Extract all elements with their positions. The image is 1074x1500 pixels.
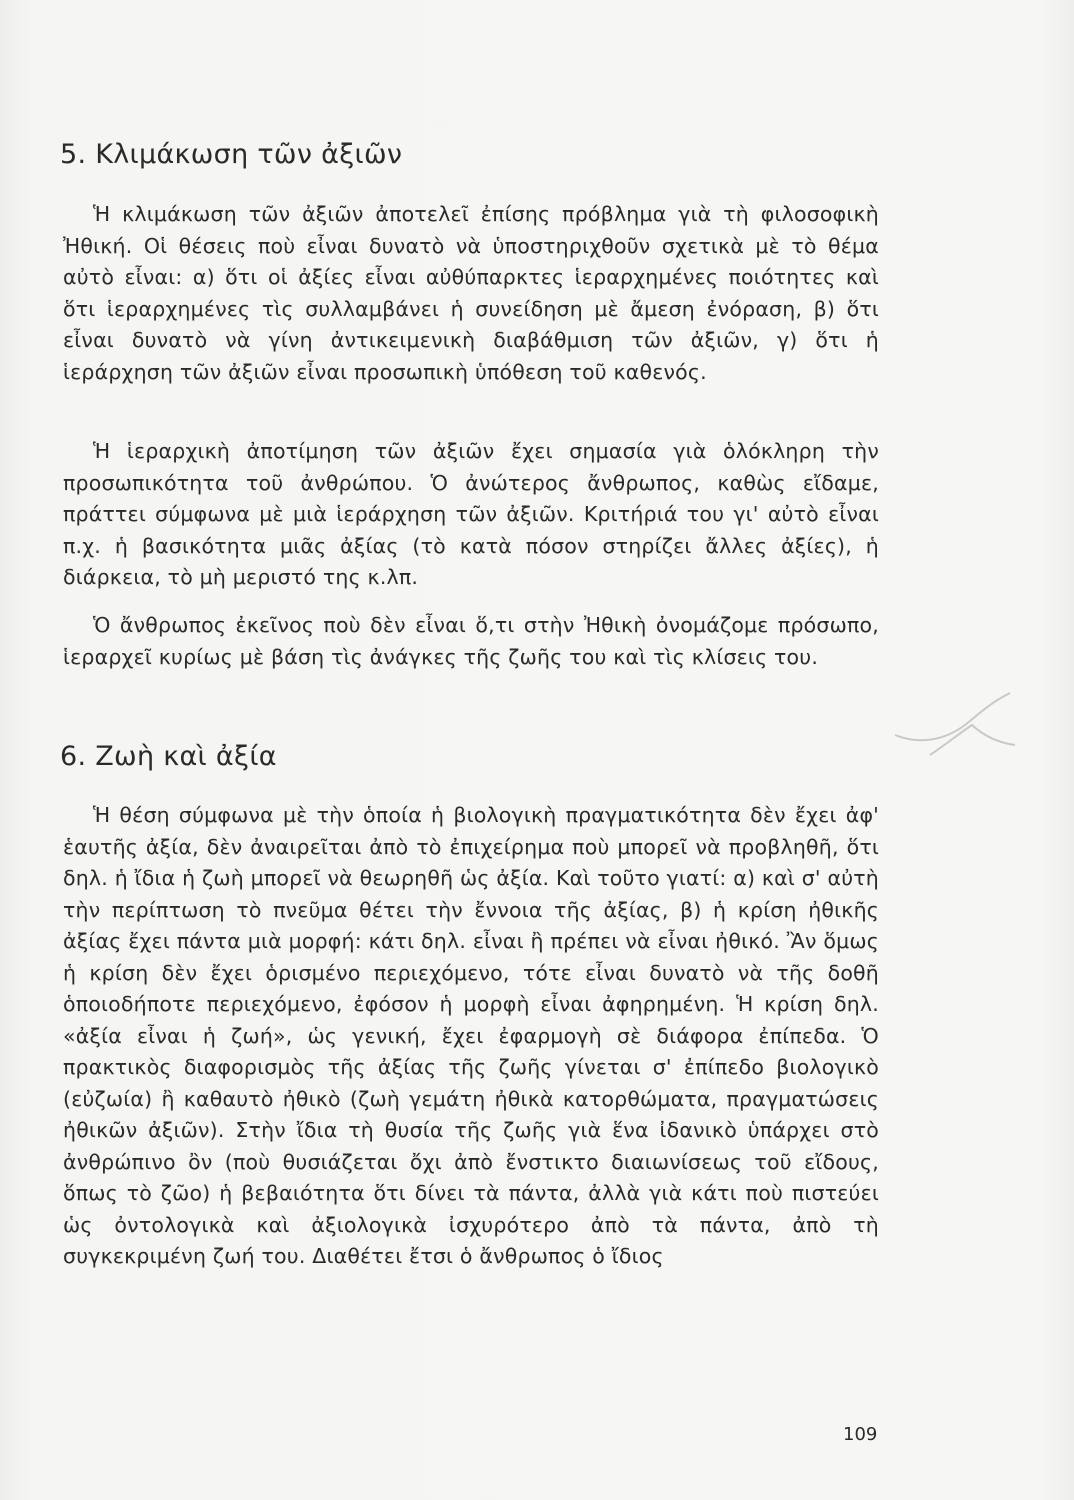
paragraph: Ἡ θέση σύμφωνα μὲ τὴν ὁποία ἡ βιολογικὴ πραγματικότητα δὲν ἔχει ἀφ' ἑαυτῆς ἀξία, δὲν ἀναιρεῖται ἀπὸ τὸ ἐπιχείρημα ποὺ μπορεῖ νὰ προβληθῆ, ὅτι δηλ. ἡ ἴδια ἡ ζωὴ μπορεῖ νὰ θεωρηθῆ ὡς ἀξία. Καὶ τοῦτο γιατί: α) καὶ σ' αὐτὴ τὴν περίπτωση τὸ πνεῦμα θέτει τὴν ἔννοια τῆς ἀξίας, β) ἡ κρίση ἠθικῆς ἀξίας ἔχει πάντα μιὰ μορφή: κάτι δηλ. εἶναι ἢ πρέπει νὰ εἶναι ἠθικό. Ἂν ὅμως ἡ κρίση δὲν ἔχει ὁρισμένο περιεχόμενο, τότε εἶναι δυνατὸ νὰ τῆς δοθῆ ὁποιοδήποτε περιεχόμενο, ἐφόσον ἡ μορφὴ εἶναι ἀφηρημένη. Ἡ κρίση δηλ. «ἀξία εἶναι ἡ ζωή», ὡς γενική, ἔχει ἐφαρμογὴ σὲ διάφορα ἐπίπεδα. Ὁ πρακτικὸς διαφορισμὸς τῆς ἀξίας τῆς ζωῆς γίνεται σ' ἐπίπεδο βιολογικὸ (εὐζωία) ἢ καθαυτὸ ἠθικὸ (ζωὴ γεμάτη ἠθικὰ κατορθώματα, πραγματώσεις ἠθικῶν ἀξιῶν). Στὴν ἴδια τὴ θυσία τῆς ζωῆς γιὰ ἕνα ἰδανικὸ ὑπάρχει στὸ ἀνθρώπινο ὂν (ποὺ θυσιάζεται ὄχι ἀπὸ ἔνστικτο διαιωνίσεως τοῦ εἴδους, ὅπως τὸ ζῶο) ἡ βεβαιότητα ὅτι δίνει τὰ πάντα, ἀλλὰ γιὰ κάτι ποὺ πιστεύει ὡς ὀντολογικὰ καὶ ἀξιολογικὰ ἰσχυρότερο ἀπὸ τὰ πάντα, ἀπὸ τὴ συγκεκριμένη ζωή του. Διαθέτει ἔτσι ὁ ἄνθρωπος ὁ ἴδιος bbox=[63, 803, 879, 1268]
pencil-mark-icon bbox=[890, 685, 1020, 765]
paragraph: Ἡ ἱεραρχικὴ ἀποτίμηση τῶν ἀξιῶν ἔχει σημασία γιὰ ὁλόκληρη τὴν προσωπικότητα τοῦ ἀνθρώπου. Ὁ ἀνώτερος ἄνθρωπος, καθὼς εἴδαμε, πράττει σύμφωνα μὲ μιὰ ἱεράρχηση τῶν ἀξιῶν. Κριτήριά του γι' αὐτὸ εἶναι π.χ. ἡ βασικότητα μιᾶς ἀξίας (τὸ κατὰ πόσον στηρίζει ἄλλες ἀξίες), ἡ διάρκεια, τὸ μὴ μεριστό της κ.λπ. bbox=[63, 439, 879, 589]
section-heading-6: 6. Ζωὴ καὶ ἀξία bbox=[60, 741, 277, 772]
paragraph: Ἡ κλιμάκωση τῶν ἀξιῶν ἀποτελεῖ ἐπίσης πρόβλημα γιὰ τὴ φιλοσοφικὴ Ἠθική. Οἱ θέσεις ποὺ εἶναι δυνατὸ νὰ ὑποστηριχθοῦν σχετικὰ μὲ τὸ θέμα αὐτὸ εἶναι: α) ὅτι οἱ ἀξίες εἶναι αὐθύπαρκτες ἱεραρχημένες ποιότητες καὶ ὅτι ἱεραρχημένες τὶς συλλαμβάνει ἡ συνείδηση μὲ ἄμεση ἐνόραση, β) ὅτι εἶναι δυνατὸ νὰ γίνη ἀντικειμενικὴ διαβάθμιση τῶν ἀξιῶν, γ) ὅτι ἡ ἱεράρχηση τῶν ἀξιῶν εἶναι προσωπικὴ ὑπόθεση τοῦ καθενός. bbox=[63, 202, 879, 384]
section-heading-5: 5. Κλιμάκωση τῶν ἀξιῶν bbox=[60, 139, 403, 170]
page-number: 109 bbox=[843, 1424, 878, 1445]
paragraph: Ὁ ἄνθρωπος ἐκεῖνος ποὺ δὲν εἶναι ὅ,τι στὴν Ἠθικὴ ὀνομάζομε πρόσωπο, ἱεραρχεῖ κυρίως μὲ βάση τὶς ἀνάγκες τῆς ζωῆς του καὶ τὶς κλίσεις του. bbox=[63, 613, 879, 669]
